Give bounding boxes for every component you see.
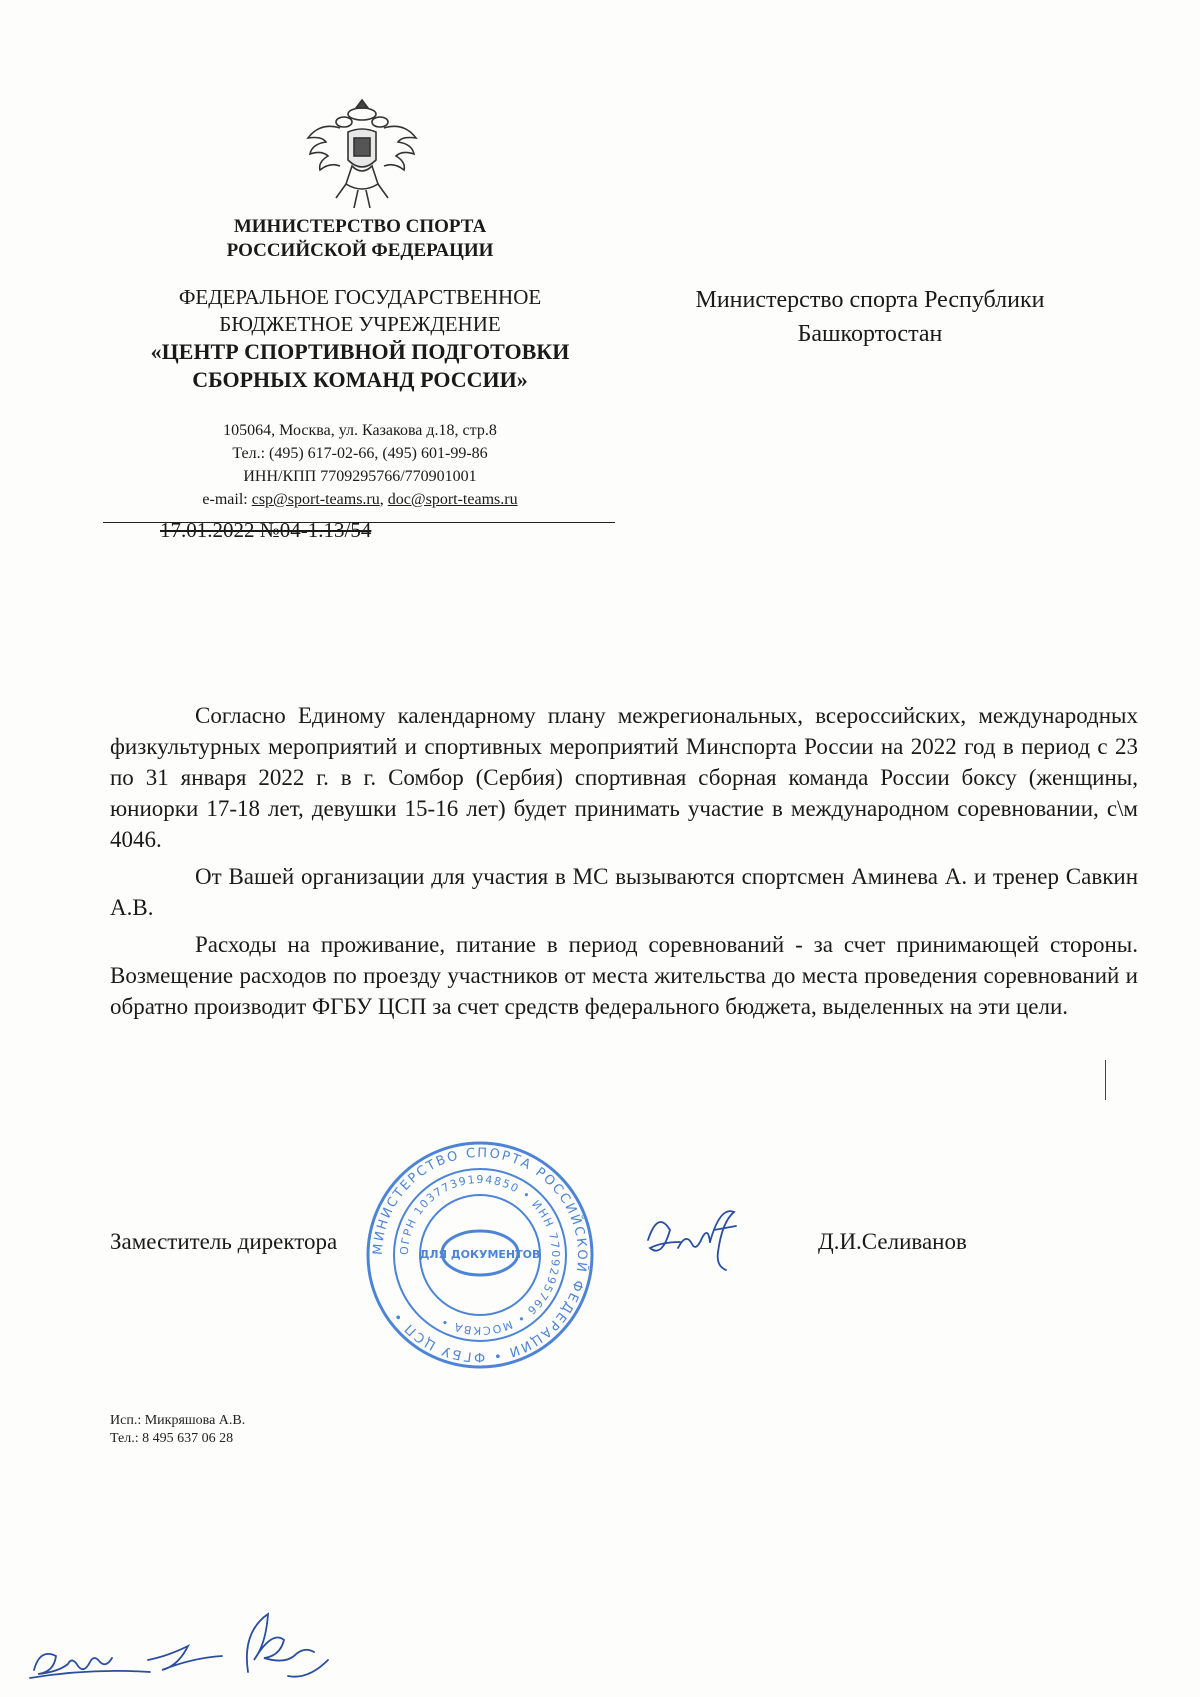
stamp-text: ДЛЯ ДОКУМЕНТОВ bbox=[419, 1248, 541, 1261]
body-paragraph-3: Расходы на проживание, питание в период соревнований - за счет принимающей стороны. Возмещение расходов по проезду участников от места жительства до места проведения соревнований и обратно производит ФГБУ ЦСП за счет средств федерального бюджета, выделенных на эти цели. bbox=[110, 932, 1138, 1019]
signatory-name: Д.И.Селиванов bbox=[818, 1229, 967, 1254]
org-name-line-2: СБОРНЫХ КОМАНД РОССИИ» bbox=[192, 367, 528, 392]
scan-edge-mark bbox=[1105, 1060, 1106, 1100]
organization-name bbox=[100, 284, 620, 394]
org-phone: Тел.: (495) 617-02-66, (495) 601-99-86 bbox=[232, 445, 488, 462]
executor-phone: Тел.: 8 495 637 06 28 bbox=[110, 1431, 234, 1446]
recipient-line-2: Башкортостан bbox=[797, 321, 943, 347]
body-paragraph-2: От Вашей организации для участия в МС вызываются спортсмен Аминева А. и тренер Савкин А.В. bbox=[110, 864, 1138, 920]
executor-info bbox=[110, 1412, 245, 1448]
recipient bbox=[640, 283, 1100, 351]
recipient-line-1: Министерство спорта Республики bbox=[695, 287, 1045, 313]
org-inn: ИНН/КПП 7709295766/770901001 bbox=[243, 468, 477, 485]
org-line-2: БЮДЖЕТНОЕ УЧРЕЖДЕНИЕ bbox=[219, 312, 501, 336]
coat-of-arms-icon bbox=[302, 92, 422, 218]
letter-body bbox=[110, 700, 1138, 1022]
svg-text:МИНИСТЕРСТВО СПОРТА РОССИЙСКОЙ: МИНИСТЕРСТВО СПОРТА РОССИЙСКОЙ ФЕДЕРАЦИИ • ФГБУ ЦСП • bbox=[370, 1145, 590, 1365]
org-contacts bbox=[120, 419, 600, 511]
ministry-line-2: РОССИЙСКОЙ ФЕДЕРАЦИИ bbox=[226, 240, 494, 261]
ministry-line-1: МИНИСТЕРСТВО СПОРТА bbox=[233, 216, 487, 237]
handwritten-note bbox=[28, 1600, 388, 1690]
org-line-1: ФЕДЕРАЛЬНОЕ ГОСУДАРСТВЕННОЕ bbox=[178, 285, 542, 309]
executor-name: Исп.: Микряшова А.В. bbox=[110, 1413, 246, 1428]
org-address: 105064, Москва, ул. Казакова д.18, стр.8 bbox=[223, 422, 497, 439]
body-paragraph-1: Согласно Единому календарному плану межрегиональных, всероссийских, международных физкультурных мероприятий и спортивных мероприятий Минспорта России на 2022 год в период с 23 по 31 января 2022 г. в г. Сомбор (Сербия) спортивная сборная команда России боксу (женщины, юниорки 17-18 лет, девушки 15-16 лет) будет принимать участие в международном соревновании, с\м 4046. bbox=[110, 703, 1138, 852]
email-separator: , bbox=[379, 491, 388, 508]
email-label: e-mail: bbox=[202, 491, 252, 508]
registration-number: 17.01.2022 №04-1.13/54 bbox=[160, 518, 372, 542]
org-name-line-1: «ЦЕНТР СПОРТИВНОЙ ПОДГОТОВКИ bbox=[150, 339, 570, 364]
svg-text:ОГРН 1037739194850 • ИНН 77092: ОГРН 1037739194850 • ИНН 7709295766 • МОСКВА • bbox=[397, 1172, 563, 1338]
email-link-2[interactable]: doc@sport-teams.ru bbox=[387, 491, 518, 508]
ministry-name bbox=[120, 215, 600, 263]
handwritten-signature bbox=[640, 1200, 750, 1275]
org-email bbox=[120, 488, 600, 511]
signatory-position: Заместитель директора bbox=[110, 1229, 338, 1254]
email-link-1[interactable]: csp@sport-teams.ru bbox=[251, 491, 380, 508]
official-stamp bbox=[360, 1135, 600, 1375]
